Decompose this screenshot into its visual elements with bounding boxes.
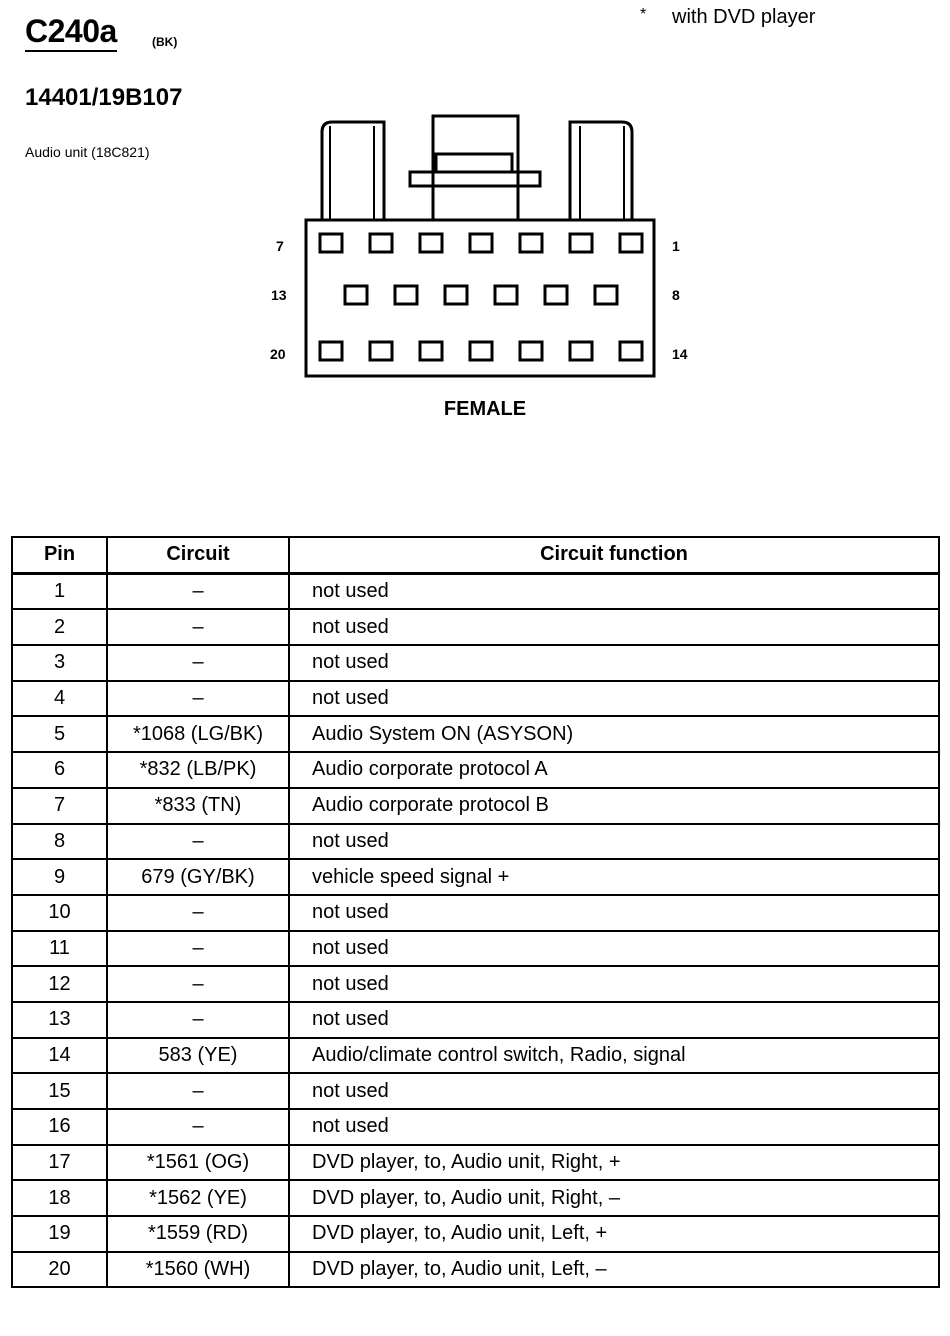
pin-cell: 4 — [12, 681, 107, 717]
table-row — [12, 1109, 939, 1145]
pin-cell: 15 — [12, 1073, 107, 1109]
connector-id: C240a — [25, 14, 117, 52]
cavity-pin-15 — [570, 342, 592, 360]
table-row — [12, 931, 939, 967]
function-cell: not used — [289, 1109, 939, 1145]
pin-cell: 5 — [12, 716, 107, 752]
circuit-cell: – — [107, 895, 289, 931]
connector-body — [306, 220, 654, 376]
function-cell: not used — [289, 681, 939, 717]
function-cell: not used — [289, 1002, 939, 1038]
pin-cell: 16 — [12, 1109, 107, 1145]
pin-cell: 13 — [12, 1002, 107, 1038]
circuit-cell: 583 (YE) — [107, 1038, 289, 1074]
connector-gender-label: FEMALE — [443, 398, 527, 420]
pin-cell: 2 — [12, 609, 107, 645]
pin-cell: 17 — [12, 1145, 107, 1181]
circuit-cell: – — [107, 681, 289, 717]
function-cell: not used — [289, 1073, 939, 1109]
connector-color: (BK) — [152, 35, 178, 49]
function-cell: DVD player, to, Audio unit, Right, + — [289, 1145, 939, 1181]
pin-cell: 7 — [12, 788, 107, 824]
table-row — [12, 824, 939, 860]
cavity-pin-6 — [370, 234, 392, 252]
cavity-pin-12 — [395, 286, 417, 304]
table-row — [12, 681, 939, 717]
cavity-pin-5 — [420, 234, 442, 252]
component-name: Audio unit (18C821) — [25, 144, 150, 160]
circuit-cell: *1561 (OG) — [107, 1145, 289, 1181]
cavity-pin-14 — [620, 342, 642, 360]
circuit-cell: 679 (GY/BK) — [107, 859, 289, 895]
pin-label-7: 7 — [276, 238, 284, 254]
cavity-pin-20 — [320, 342, 342, 360]
circuit-cell: – — [107, 931, 289, 967]
pin-table — [11, 536, 940, 1288]
pin-label-20: 20 — [270, 346, 286, 362]
function-cell: not used — [289, 966, 939, 1002]
cavity-pin-3 — [520, 234, 542, 252]
circuit-cell: *832 (LB/PK) — [107, 752, 289, 788]
pin-label-13: 13 — [271, 287, 287, 303]
function-cell: not used — [289, 895, 939, 931]
table-row — [12, 716, 939, 752]
pin-cell: 3 — [12, 645, 107, 681]
cavity-pin-16 — [520, 342, 542, 360]
circuit-cell: – — [107, 824, 289, 860]
circuit-cell: – — [107, 1002, 289, 1038]
function-cell: DVD player, to, Audio unit, Left, + — [289, 1216, 939, 1252]
cavity-pin-2 — [570, 234, 592, 252]
pin-cell: 1 — [12, 573, 107, 609]
table-row — [12, 1180, 939, 1216]
connector-center-latch — [433, 116, 518, 220]
function-cell: DVD player, to, Audio unit, Right, – — [289, 1180, 939, 1216]
table-row — [12, 1038, 939, 1074]
pin-cell: 10 — [12, 895, 107, 931]
footnote-text: with DVD player — [672, 6, 816, 28]
pin-label-1: 1 — [672, 238, 680, 254]
pin-cell: 19 — [12, 1216, 107, 1252]
function-cell: not used — [289, 645, 939, 681]
circuit-cell: *1562 (YE) — [107, 1180, 289, 1216]
header-circuit-function: Circuit function — [289, 537, 939, 573]
pin-cell: 20 — [12, 1252, 107, 1288]
footnote-mark: * — [640, 6, 647, 23]
table-row — [12, 1216, 939, 1252]
cavity-pin-7 — [320, 234, 342, 252]
table-row — [12, 1002, 939, 1038]
function-cell: Audio corporate protocol B — [289, 788, 939, 824]
cavity-pin-11 — [445, 286, 467, 304]
cavity-pin-18 — [420, 342, 442, 360]
connector-face-diagram — [300, 110, 660, 385]
header-circuit: Circuit — [107, 537, 289, 573]
function-cell: Audio System ON (ASYSON) — [289, 716, 939, 752]
cavity-pin-19 — [370, 342, 392, 360]
part-number: 14401/19B107 — [25, 84, 183, 111]
cavity-pin-8 — [595, 286, 617, 304]
circuit-cell: – — [107, 609, 289, 645]
table-row — [12, 573, 939, 609]
table-row — [12, 895, 939, 931]
table-header-row — [12, 537, 939, 573]
function-cell: vehicle speed signal + — [289, 859, 939, 895]
table-row — [12, 1252, 939, 1288]
cavity-pin-10 — [495, 286, 517, 304]
table-row — [12, 966, 939, 1002]
cavity-pin-9 — [545, 286, 567, 304]
cavity-pin-17 — [470, 342, 492, 360]
function-cell: not used — [289, 609, 939, 645]
table-row — [12, 609, 939, 645]
table-row — [12, 1145, 939, 1181]
circuit-cell: – — [107, 966, 289, 1002]
table-row — [12, 1073, 939, 1109]
table-row — [12, 859, 939, 895]
cavity-pin-1 — [620, 234, 642, 252]
pin-cell: 18 — [12, 1180, 107, 1216]
circuit-cell: *1068 (LG/BK) — [107, 716, 289, 752]
pin-cell: 12 — [12, 966, 107, 1002]
pin-cell: 8 — [12, 824, 107, 860]
cavity-pin-4 — [470, 234, 492, 252]
function-cell: DVD player, to, Audio unit, Left, – — [289, 1252, 939, 1288]
function-cell: Audio/climate control switch, Radio, signal — [289, 1038, 939, 1074]
function-cell: not used — [289, 824, 939, 860]
circuit-cell: – — [107, 1073, 289, 1109]
pin-label-14: 14 — [672, 346, 688, 362]
circuit-cell: – — [107, 645, 289, 681]
circuit-cell: – — [107, 573, 289, 609]
cavity-pin-13 — [345, 286, 367, 304]
pin-cell: 9 — [12, 859, 107, 895]
circuit-cell: – — [107, 1109, 289, 1145]
table-row — [12, 788, 939, 824]
circuit-cell: *1559 (RD) — [107, 1216, 289, 1252]
circuit-cell: *833 (TN) — [107, 788, 289, 824]
pin-cell: 14 — [12, 1038, 107, 1074]
header-pin: Pin — [12, 537, 107, 573]
pin-cell: 11 — [12, 931, 107, 967]
circuit-cell: *1560 (WH) — [107, 1252, 289, 1288]
function-cell: not used — [289, 573, 939, 609]
pin-label-8: 8 — [672, 287, 680, 303]
table-row — [12, 645, 939, 681]
table-row — [12, 752, 939, 788]
function-cell: Audio corporate protocol A — [289, 752, 939, 788]
function-cell: not used — [289, 931, 939, 967]
pin-cell: 6 — [12, 752, 107, 788]
